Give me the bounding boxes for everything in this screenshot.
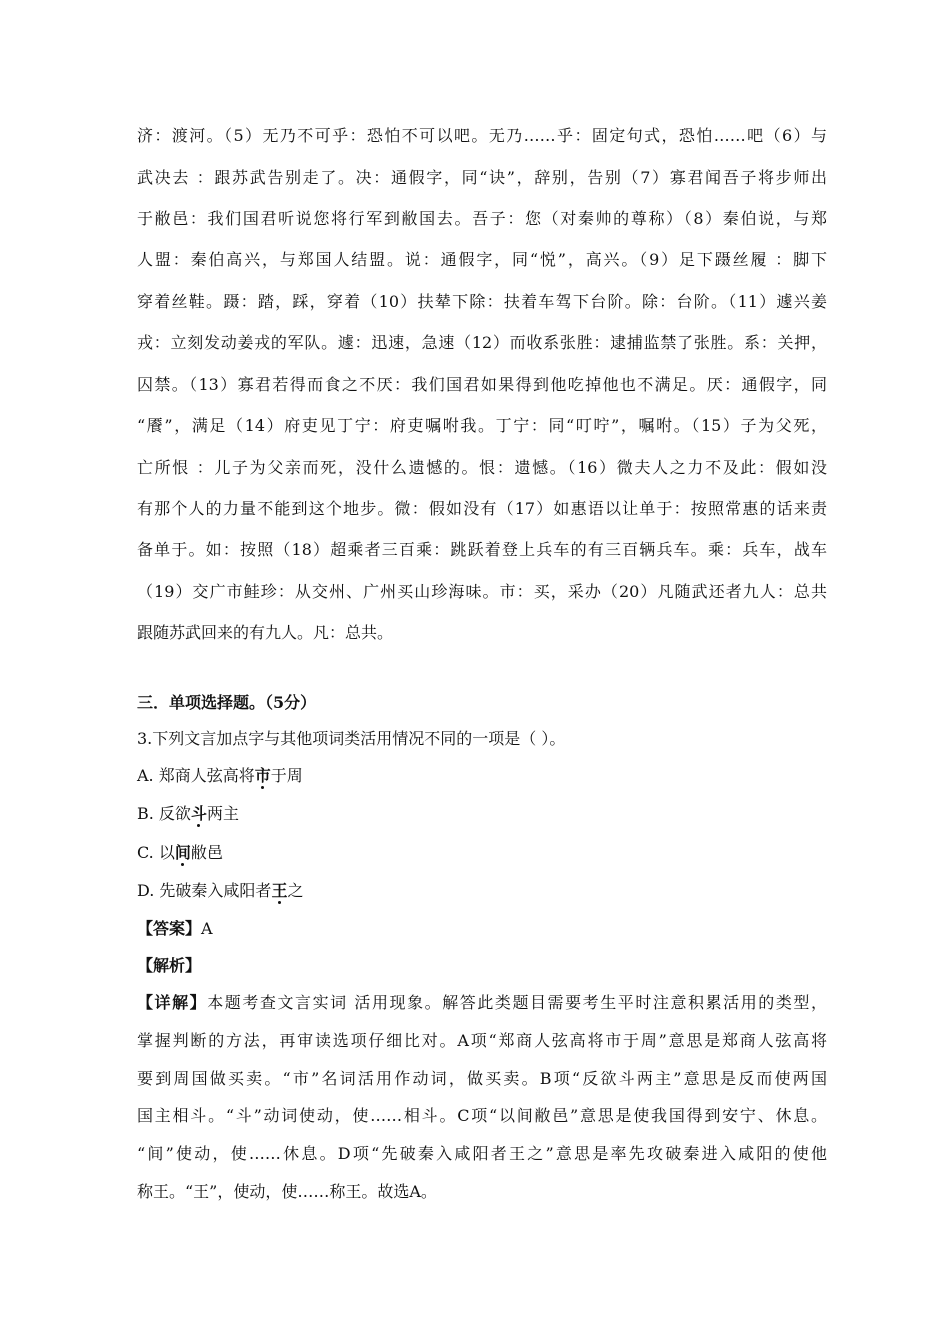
section-title: 三．单项选择题。（5分） [137, 693, 317, 712]
option-d-text: 之 [287, 881, 304, 900]
paragraph-line: 武决去 ：跟苏武告别走了。决：通假字，同“诀”，辞别，告别（7）寡君闻吾子将步师出 [137, 168, 827, 187]
paragraph-line: 有那个人的力量不能到这个地步。微：假如没有（17）如惠语以让单于：按照常惠的话来责 [137, 499, 827, 518]
paragraph-line: 于敝邑：我们国君听说您将行军到敝国去。吾子：您（对秦帅的尊称）（8）秦伯说，与郑 [137, 209, 827, 228]
option-c-text: C. 以 [137, 843, 175, 862]
option-c-text: 敝邑 [190, 843, 223, 862]
dotted-char: 斗 [190, 804, 207, 823]
question-stem: 3.下列文言加点字与其他项词类活用情况不同的一项是（ ）。 [137, 729, 566, 748]
detail-line: “间”使动，使……休息。D项“先破秦入咸阳者王之”意思是率先攻破秦进入咸阳的使他 [137, 1144, 827, 1163]
dotted-char: 间 [174, 843, 191, 862]
paragraph-line: 戎：立刻发动姜戎的军队。遽：迅速，急速（12）而收系张胜：逮捕监禁了张胜。系：关押， [137, 333, 827, 352]
analysis-label: 【解析】 [137, 956, 202, 975]
option-b-text: B. 反欲 [137, 804, 191, 823]
paragraph-line: 囚禁。（13）寡君若得而食之不厌：我们国君如果得到他吃掉他也不满足。厌：通假字，同 [137, 375, 827, 394]
paragraph-line: （19）交广市鲑珍：从交州、广州买山珍海味。市：买，采办（20）凡随武还者九人：总共 [137, 582, 827, 601]
paragraph-line: 跟随苏武回来的有九人。凡：总共。 [137, 623, 394, 642]
paragraph-line: 人盟：秦伯高兴，与郑国人结盟。说：通假字，同“悦”，高兴。（9）足下蹑丝履 ：脚下 [137, 250, 827, 269]
option-a [137, 766, 827, 786]
paragraph-line: 济：渡河。（5）无乃不可乎：恐怕不可以吧。无乃……乎：固定句式，恐怕……吧（6）与 [137, 126, 827, 145]
paragraph-line: 穿着丝鞋。蹑：踏，踩，穿着（10）扶辇下除：扶着车驾下台阶。除：台阶。（11）遽兴姜 [137, 292, 827, 311]
answer-line [137, 919, 827, 939]
option-b [137, 804, 827, 824]
dotted-char: 市 [254, 766, 271, 785]
paragraph-line: “餍”，满足（14）府吏见丁宁：府吏嘱咐我。丁宁：同“叮咛”，嘱咐。（15）子为父死， [137, 416, 827, 435]
dotted-char: 王 [271, 881, 288, 900]
detail-line: 称王。“王”，使动，使……称王。故选A。 [137, 1182, 437, 1201]
answer-value: A [201, 919, 213, 938]
paragraph-line: 亡所恨 ：儿子为父亲而死，没什么遗憾的。恨：遗憾。（16）微夫人之力不及此：假如没 [137, 458, 827, 477]
detail-line: 要到周国做买卖。“市”名词活用作动词，做买卖。B项“反欲斗两主”意思是反而使两国 [137, 1069, 827, 1088]
option-d-text: D. 先破秦入咸阳者 [137, 881, 272, 900]
option-d [137, 881, 827, 901]
paragraph-line: 备单于。如：按照（18）超乘者三百乘：跳跃着登上兵车的有三百辆兵车。乘：兵车，战车 [137, 540, 827, 559]
detail-line: 掌握判断的方法，再审读选项仔细比对。A项“郑商人弦高将市于周”意思是郑商人弦高将 [137, 1031, 827, 1050]
detail-line [137, 993, 827, 1013]
option-c [137, 843, 827, 863]
detail-line: 国主相斗。“斗”动词使动，使……相斗。C项“以间敝邑”意思是使我国得到安宁、休息。 [137, 1106, 827, 1125]
detail-text: 本题考查文言实词 活用现象。解答此类题目需要考生平时注意积累活用的类型， [207, 993, 827, 1012]
answer-label: 【答案】 [137, 919, 202, 938]
option-a-text: 于周 [270, 766, 303, 785]
option-a-text: A. 郑商人弦高将 [137, 766, 255, 785]
option-b-text: 两主 [206, 804, 239, 823]
detail-label: 【详解】 [137, 993, 208, 1012]
